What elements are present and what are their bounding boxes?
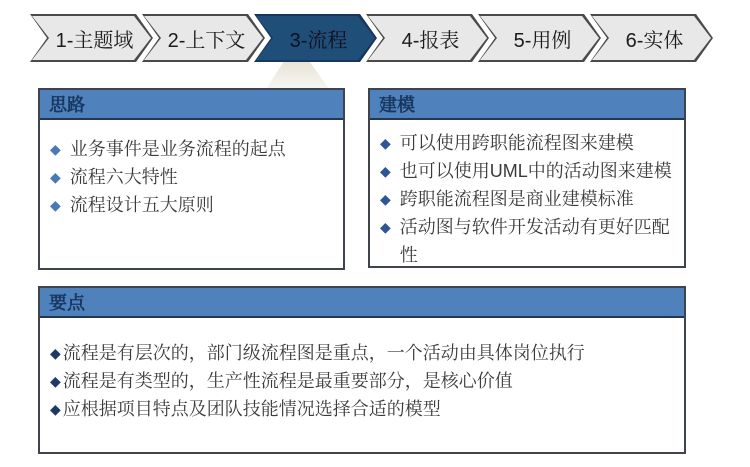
- diamond-bullet-icon: ◆: [50, 401, 61, 417]
- panel-modeling: [368, 88, 686, 268]
- panel-title: 建模: [379, 95, 415, 115]
- nav-step-3-active[interactable]: [254, 14, 377, 62]
- diamond-bullet-icon: ◆: [380, 135, 391, 151]
- nav-step-5[interactable]: [478, 14, 601, 62]
- list-item: [380, 213, 674, 269]
- list-item: [380, 129, 674, 157]
- bullet-text: 应根据项目特点及团队技能情况选择合适的模型: [62, 399, 441, 419]
- list-item: [50, 367, 674, 395]
- diamond-bullet-icon: ◆: [50, 345, 61, 361]
- panel-title: 要点: [49, 293, 85, 313]
- process-nav: [30, 14, 713, 62]
- list-item: [50, 339, 674, 367]
- list-item: [50, 191, 333, 219]
- panel-modeling-body: [370, 120, 684, 269]
- nav-step-1[interactable]: [30, 14, 153, 62]
- bullet-text: 可以使用跨职能流程图来建模: [399, 133, 634, 153]
- nav-step-label: 5-用例: [513, 29, 572, 52]
- nav-step-label: 3-流程: [289, 29, 348, 52]
- bullet-text: 业务事件是业务流程的起点: [69, 139, 286, 159]
- list-item: [50, 395, 674, 423]
- list-item: [50, 163, 333, 191]
- diamond-bullet-icon: ◆: [50, 373, 61, 389]
- bullet-text: 活动图与软件开发活动有更好匹配性: [399, 217, 670, 265]
- bullet-text: 跨职能流程图是商业建模标准: [399, 189, 634, 209]
- nav-step-6[interactable]: [590, 14, 713, 62]
- bullet-text: 流程设计五大原则: [69, 195, 214, 215]
- panel-ideas: [38, 88, 345, 270]
- panel-keypoints-header: [40, 288, 684, 318]
- bullet-text: 流程是有层次的，部门级流程图是重点，一个活动由具体岗位执行: [62, 343, 585, 363]
- bullet-text: 也可以使用UML中的活动图来建模: [399, 161, 672, 181]
- panel-ideas-header: [40, 90, 343, 120]
- diamond-bullet-icon: ◆: [50, 169, 61, 185]
- panel-keypoints: [38, 286, 686, 454]
- nav-step-label: 6-实体: [625, 29, 684, 52]
- nav-step-label: 1-主题域: [55, 29, 134, 52]
- diamond-bullet-icon: ◆: [380, 163, 391, 179]
- nav-step-label: 2-上下文: [167, 29, 246, 52]
- nav-step-2[interactable]: [142, 14, 265, 62]
- nav-step-label: 4-报表: [401, 29, 460, 52]
- panel-ideas-body: [40, 120, 343, 219]
- list-item: [50, 135, 333, 163]
- panel-modeling-header: [370, 90, 684, 120]
- diamond-bullet-icon: ◆: [380, 219, 391, 235]
- bullet-text: 流程是有类型的，生产性流程是最重要部分，是核心价值: [62, 371, 513, 391]
- panel-title: 思路: [49, 95, 85, 115]
- diamond-bullet-icon: ◆: [380, 191, 391, 207]
- panel-keypoints-body: [40, 318, 684, 423]
- diamond-bullet-icon: ◆: [50, 197, 61, 213]
- list-item: [380, 157, 674, 185]
- nav-step-4[interactable]: [366, 14, 489, 62]
- list-item: [380, 185, 674, 213]
- diamond-bullet-icon: ◆: [50, 141, 61, 157]
- bullet-text: 流程六大特性: [69, 167, 178, 187]
